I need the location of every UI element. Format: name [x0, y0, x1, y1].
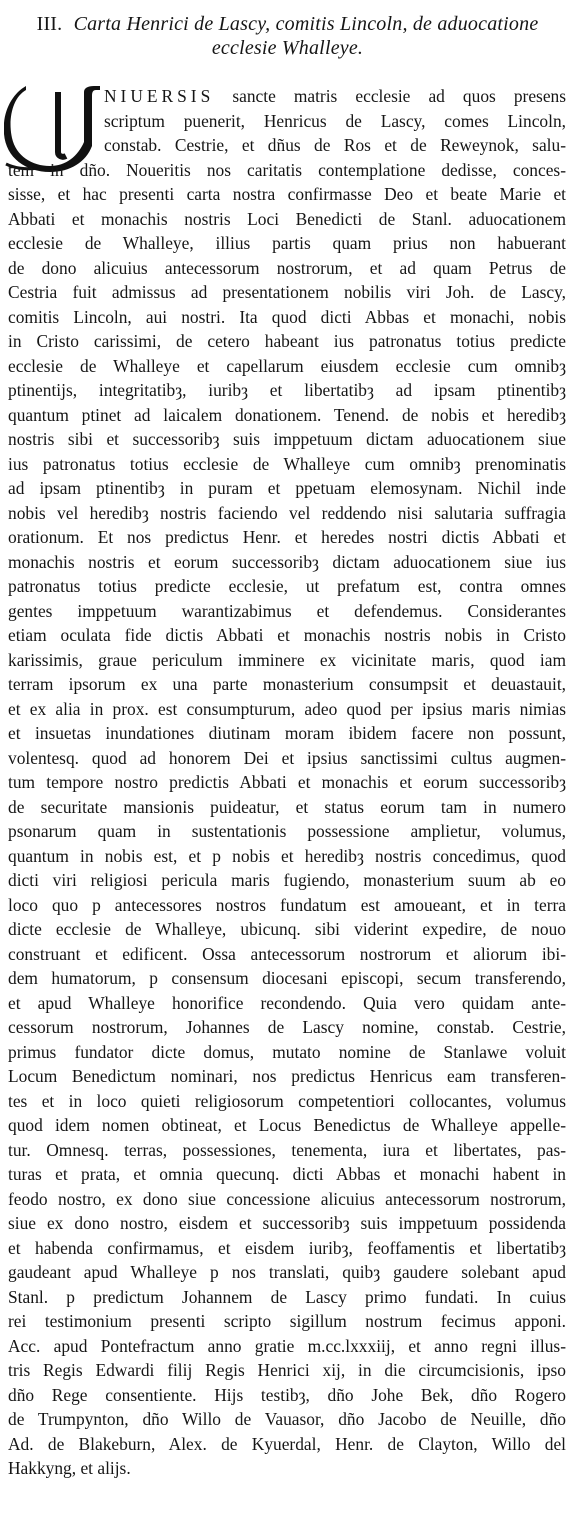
text-line: dicti viri religiosi pericula maris fugiendo, monasterium suum ab eo — [8, 870, 566, 890]
charter-title-part-2: ecclesie Whalleye. — [211, 37, 364, 59]
text-line: et apud Whalleye honorifice recondendo. Quia vero quidam ante- — [8, 992, 566, 1013]
text-line: ptinentijs, integritatibȝ, iuribȝ et libertatibȝ ad ipsam ptinentibȝ — [8, 380, 566, 400]
text-line: dem humatorum, p consensum diocesani episcopi, secum transferendo, — [8, 968, 566, 988]
text-line: de securitate mansionis puideatur, et status eorum tam in numero — [8, 796, 566, 817]
text-line: Acc. apud Pontefractum anno gratie m.cc.lxxxiij, et anno regni illus- — [8, 1335, 566, 1356]
charter-number: III. — [36, 13, 63, 35]
text-line: sisse, et hac presenti carta nostra confirmasse Deo et beate Marie et — [8, 184, 566, 204]
text-line — [104, 84, 566, 108]
text-line: primus fundator dicte domus, mutato nomine de Stanlawe voluit — [8, 1041, 566, 1062]
text-line: patronatus totius predicte ecclesie, ut prefatum est, contra omnes — [8, 576, 566, 596]
text-line: orationum. Et nos predictus Henr. et heredes nostri dictis Abbati et — [8, 527, 566, 547]
text-line: Locum Benedictum nominari, nos predictus Henricus eam transferen- — [8, 1066, 566, 1086]
text-line: ecclesie de Whalleye et capellarum eiusdem ecclesie cum omnibȝ — [8, 355, 566, 376]
text-line: de dono alicuius antecessorum nostrorum, et ad quam Petrus de — [8, 257, 566, 278]
text-line: turas et prata, et omnia quecunq. dicti Abbas et monachi habent in — [8, 1164, 566, 1184]
text-line: volentesq. quod ad honorem Dei et ipsius sanctissimi cultus augmen- — [8, 747, 566, 768]
text-line: et ex alia in prox. est consumpturum, adeo quod per ipsius maris nimias — [8, 698, 566, 719]
text-line: Stanl. p predictum Johannem de Lascy primo fundati. In cuius — [8, 1286, 566, 1307]
heading-line-1 — [0, 12, 575, 36]
text-line: quantum ptinet ad laicalem donationem. Tenend. de nobis et heredibȝ — [8, 404, 566, 425]
text-line: gaudeant apud Whalleye p nos translati, quibȝ gaudere solebant apud — [8, 1262, 566, 1282]
text-line: monachis nostris et eorum successoribȝ dictam aduocationem siue ius — [8, 551, 566, 572]
text-line: Abbati et monachis nostris Loci Benedicti de Stanl. aduocationem — [8, 208, 566, 229]
text-line: ius patronatus totius ecclesie de Whalleye cum omnibȝ prenominatis — [8, 453, 566, 474]
text-line: psonarum quam in sustentationis possessione amplietur, volumus, — [8, 821, 566, 841]
text-line: scriptum puenerit, Henricus de Lascy, comes Lincoln, — [104, 110, 566, 131]
text-line: Hakkyng, et alijs. — [8, 1458, 131, 1478]
text-line: Cestria fuit admissus ad presentationem nobilis viri Joh. de Lascy, — [8, 282, 566, 302]
opening-word: NIUERSIS — [104, 86, 215, 106]
text-line: tur. Omnesq. terras, possessiones, tenementa, iura et libertates, pas- — [8, 1139, 566, 1160]
text-line: tes et in loco quieti religiosorum competentiori collocantes, volumus — [8, 1090, 566, 1111]
text-line: de Trumpynton, dño Willo de Vauasor, dño Jacobo de Neuille, dño — [8, 1409, 566, 1429]
text-line: loco quo p antecessores nostros fundatum est amoueant, et in terra — [8, 894, 566, 915]
text-line: ecclesie de Whalleye, illius partis quam prius non habuerant — [8, 233, 566, 253]
charter-heading — [0, 12, 575, 60]
charter-title-part-1: Carta Henrici de Lascy, comitis Lincoln, de aduocatione — [73, 13, 539, 35]
text-line: construant et edificent. Ossa antecessorum nostrorum et aliorum ibi- — [8, 943, 566, 964]
drop-cap-inner — [24, 90, 76, 160]
text-line: dño Rege consentiente. Hijs testibȝ, dño Johe Bek, dño Rogero — [8, 1384, 566, 1405]
text-line: tris Regis Edwardi filij Regis Henrici xij, in die circumcisionis, ipso — [8, 1360, 566, 1380]
text-line: siue ex dono nostro, eisdem et successoribȝ suis imppetuum possidenda — [8, 1213, 566, 1233]
text-line: terram ipsorum ex una parte monasterium consumpsit et deuastauit, — [8, 674, 566, 694]
text-line: gentes imppetuum warantizabimus et defendemus. Considerantes — [8, 600, 566, 621]
text-line: Ad. de Blakeburn, Alex. de Kyuerdal, Henr. de Clayton, Willo del — [8, 1433, 566, 1454]
text-line: quod idem nomen obtineat, et Locus Benedictus de Whalleye appelle- — [8, 1115, 566, 1135]
text-line: ad ipsam ptinentibȝ in puram et ppetuam elemosynam. Nichil inde — [8, 478, 566, 498]
text-line: cessorum nostrorum, Johannes de Lascy nomine, constab. Cestrie, — [8, 1017, 566, 1037]
heading-line-2 — [0, 36, 575, 60]
text-line: nostris sibi et successoribȝ suis imppetuum dictam aduocationem siue — [8, 429, 566, 449]
text-line: in Cristo carissimi, de cetero habeant ius patronatus totius predicte — [8, 331, 566, 351]
text-line: tum tempore nostro predictis Abbati et monachis et eorum successoribȝ — [8, 772, 566, 792]
text-line: tem in dño. Noueritis nos caritatis contemplatione dedisse, conces- — [8, 159, 566, 180]
text-line: quantum in nobis est, et p nobis et heredibȝ nostris concedimus, quod — [8, 845, 566, 866]
text-line: etiam oculata fide dictis Abbati et monachis nostris nobis in Cristo — [8, 625, 566, 645]
text-line: dicte ecclesie de Whalleye, ubicunq. sibi viderint expedire, de nouo — [8, 919, 566, 939]
text-line: karissimis, graue periculum imminere ex vicinitate maris, quod iam — [8, 649, 566, 670]
text-line-content: sancte matris ecclesie ad quos presens — [214, 86, 566, 106]
text-line: constab. Cestrie, et dñus de Ros et de Reweynok, salu- — [104, 135, 566, 155]
text-line: rei testimonium presenti scripto sigillum nostrum fecimus apponi. — [8, 1311, 566, 1331]
text-line: feodo nostro, ex dono siue concessione alicuius antecessorum nostrorum, — [8, 1188, 566, 1209]
text-line: et habenda confirmamus, et eisdem iuribȝ, feoffamentis et libertatibȝ — [8, 1237, 566, 1258]
text-line: nobis vel heredibȝ nostris faciendo vel reddendo nisi salutaria suffragia — [8, 502, 566, 523]
text-line: comitis Lincoln, aui nostri. Ita quod dicti Abbas et monachi, nobis — [8, 306, 566, 327]
text-line: et insuetas inundationes diutinam moram ibidem facere non possunt, — [8, 723, 566, 743]
